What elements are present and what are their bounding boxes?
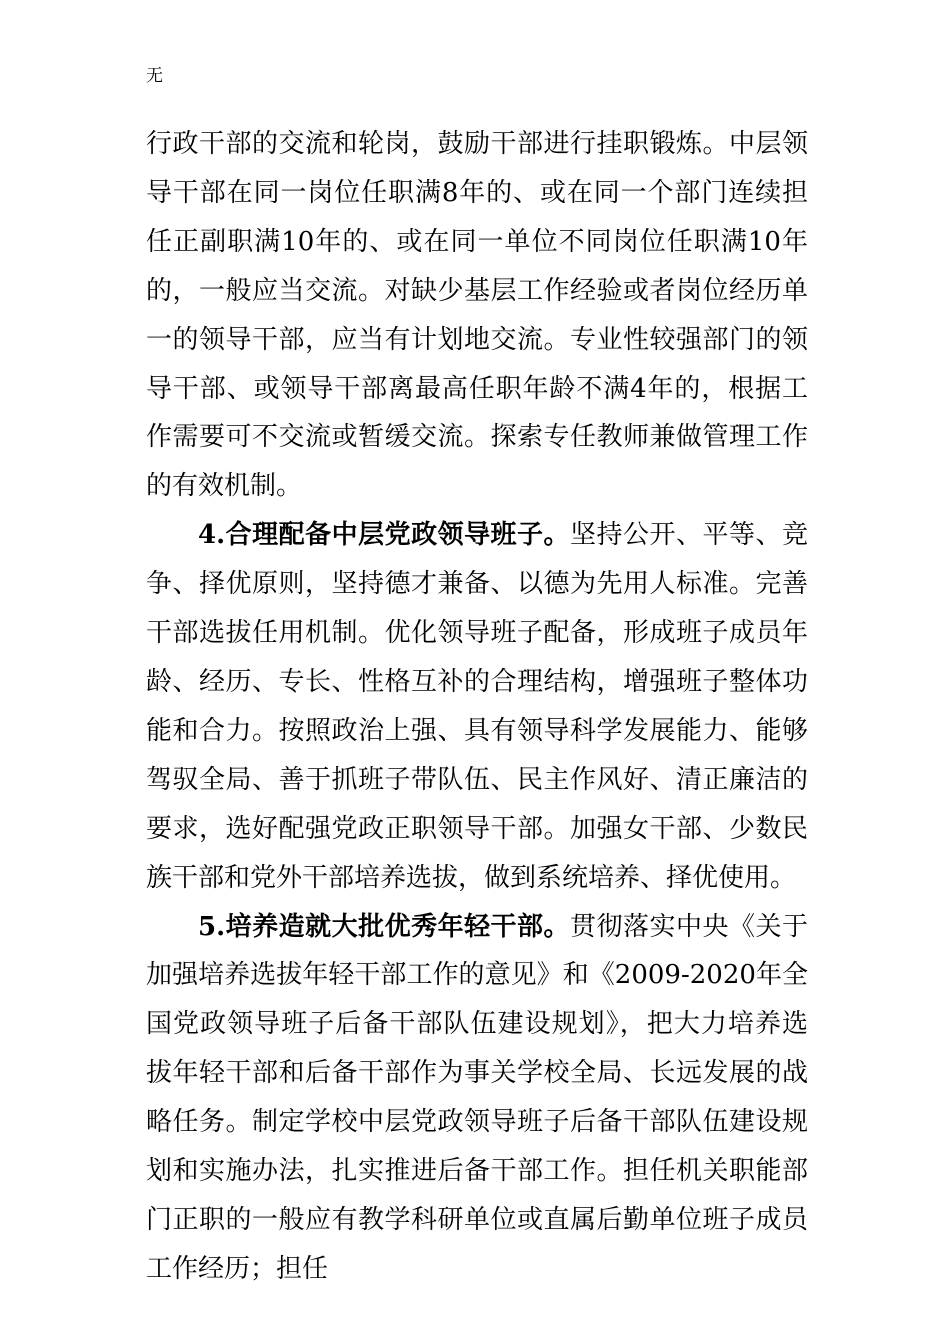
paragraph-section-4 [146, 511, 808, 902]
section-4-heading: 4.合理配备中层党政领导班子。 [198, 520, 571, 551]
document-body [146, 120, 808, 1294]
paragraph-cadre-rotation: 行政干部的交流和轮岗，鼓励干部进行挂职锻炼。中层领导干部在同一岗位任职满8年的、或在同一个部门连续担任正副职满10年的、或在同一单位不同岗位任职满10年的，一般应当交流。对缺少基层工作经验或者岗位经历单一的领导干部，应当有计划地交流。专业性较强部门的领导干部、或领导干部离最高任职年龄不满4年的，根据工作需要可不交流或暂缓交流。探索专任教师兼做管理工作的有效机制。 [146, 129, 808, 502]
section-5-heading: 5.培养造就大批优秀年轻干部。 [198, 911, 571, 942]
paragraph-section-5 [146, 903, 808, 1294]
section-5-text: 贯彻落实中央《关于加强培养选拔年轻干部工作的意见》和《2009-2020年全国党政领导班子后备干部队伍建设规划》，把大力培养选拔年轻干部和后备干部作为事关学校全局、长远发展的战略任务。制定学校中层党政领导班子后备干部队伍建设规划和实施办法，扎实推进后备干部工作。担任机关职能部门正职的一般应有教学科研单位或直属后勤单位班子成员工作经历；担任 [146, 911, 808, 1284]
page-header-mark: 无 [146, 66, 163, 86]
section-4-text: 坚持公开、平等、竞争、择优原则，坚持德才兼备、以德为先用人标准。完善干部选拔任用机制。优化领导班子配备，形成班子成员年龄、经历、专长、性格互补的合理结构，增强班子整体功能和合力。按照政治上强、具有领导科学发展能力、能够驾驭全局、善于抓班子带队伍、民主作风好、清正廉洁的要求，选好配强党政正职领导干部。加强女干部、少数民族干部和党外干部培养选拔，做到系统培养、择优使用。 [146, 520, 808, 893]
